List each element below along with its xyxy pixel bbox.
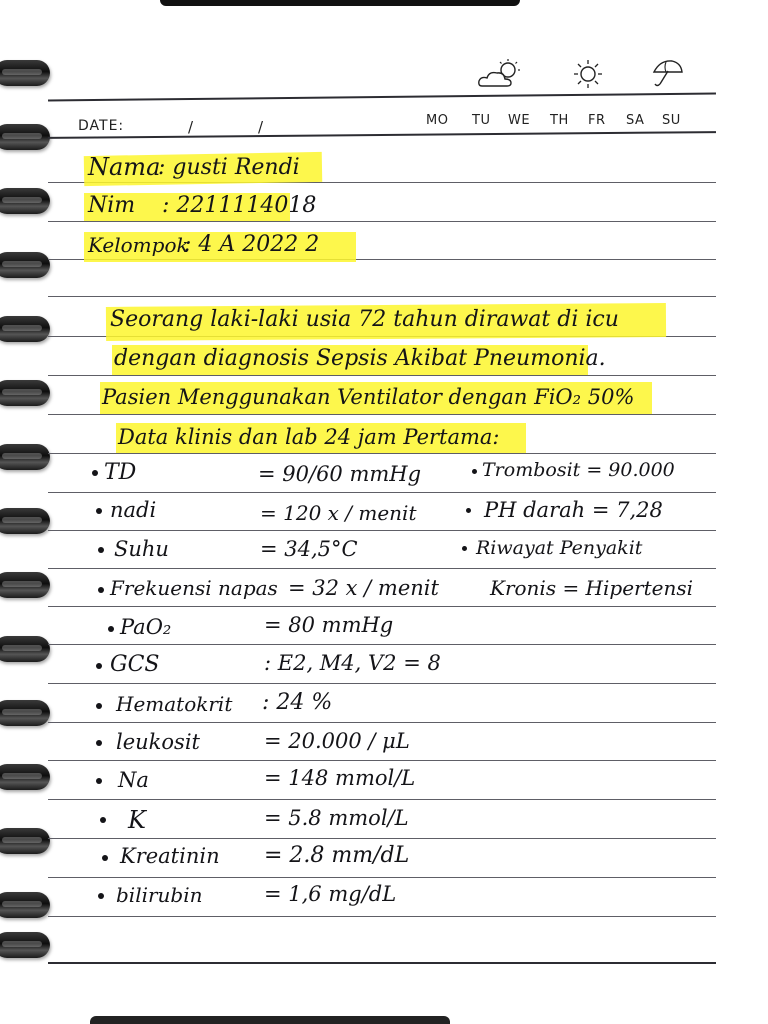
- case-line-2: dengan diagnosis Sepsis Akibat Pneumonia.: [114, 346, 606, 371]
- data-label-nadi: nadi: [110, 498, 157, 522]
- data-ph-darah: PH darah = 7,28: [484, 498, 663, 522]
- ruled-line: [48, 296, 716, 297]
- data-value-gcs: : E2, M4, V2 = 8: [264, 651, 441, 675]
- ruled-line: [48, 799, 716, 800]
- case-line-1: Seorang laki-laki usia 72 tahun dirawat di icu: [110, 307, 619, 332]
- bullet: [96, 663, 102, 669]
- umbrella-icon: [650, 58, 684, 95]
- data-label-na: Na: [118, 768, 149, 792]
- data-value-suhu: = 34,5°C: [260, 537, 358, 561]
- ruled-line: [48, 530, 716, 531]
- ruled-line: [48, 93, 716, 102]
- nama-value: : gusti Rendi: [158, 155, 300, 180]
- data-value-pao2: = 80 mmHg: [264, 613, 394, 637]
- data-label-suhu: Suhu: [114, 537, 169, 561]
- data-value-bilirubin: = 1,6 mg/dL: [264, 882, 397, 906]
- weekday-we: WE: [508, 113, 531, 128]
- spiral-ring: [0, 60, 50, 86]
- nama-label: Nama: [88, 153, 161, 181]
- ruled-line: [48, 962, 716, 964]
- data-value-hematokrit: : 24 %: [262, 690, 333, 715]
- data-label-frekuensi-napas: Frekuensi napas: [110, 576, 278, 600]
- cloud-sun-icon: [476, 58, 524, 97]
- spiral-ring: [0, 636, 50, 662]
- page-bottom-edge: [90, 1016, 450, 1024]
- spiral-ring: [0, 444, 50, 470]
- spiral-ring: [0, 764, 50, 790]
- ruled-line: [48, 568, 716, 569]
- bullet: [98, 587, 104, 593]
- bullet: [96, 740, 102, 746]
- sun-icon: [572, 58, 604, 97]
- ruled-line: [48, 683, 716, 684]
- weekday-su: SU: [662, 113, 681, 128]
- bullet: [96, 703, 102, 709]
- ruled-line: [48, 492, 716, 493]
- data-kronis: Kronis = Hipertensi: [490, 576, 694, 600]
- spiral-ring: [0, 188, 50, 214]
- data-value-leukosit: = 20.000 / μL: [264, 729, 410, 753]
- data-value-k: = 5.8 mmol/L: [264, 806, 409, 830]
- ruled-line: [48, 760, 716, 761]
- case-line-4: Data klinis dan lab 24 jam Pertama:: [118, 425, 500, 449]
- data-trombosit: Trombosit = 90.000: [482, 459, 675, 481]
- kelompok-value: : 4 A 2022 2: [184, 232, 320, 257]
- ruled-line: [48, 916, 716, 917]
- case-line-3: Pasien Menggunakan Ventilator dengan FiO₂ 50%: [102, 385, 635, 409]
- bullet: [102, 855, 108, 861]
- weekday-row: [426, 113, 692, 128]
- spiral-ring: [0, 316, 50, 342]
- bullet: [462, 546, 467, 551]
- spiral-ring: [0, 252, 50, 278]
- bullet: [92, 470, 98, 476]
- data-label-pao2: PaO₂: [120, 615, 172, 639]
- date-slash: /: [188, 118, 194, 136]
- kelompok-label: Kelompok: [88, 233, 189, 257]
- spiral-ring: [0, 508, 50, 534]
- data-value-kreatinin: = 2.8 mm/dL: [264, 843, 410, 868]
- data-riwayat-penyakit: Riwayat Penyakit: [476, 537, 643, 559]
- ruled-line: [48, 375, 716, 376]
- bullet: [108, 626, 114, 632]
- spiral-ring: [0, 828, 50, 854]
- bullet: [96, 778, 102, 784]
- spiral-ring: [0, 124, 50, 150]
- ruled-line: [48, 877, 716, 878]
- ruled-line: [48, 644, 716, 645]
- data-label-kreatinin: Kreatinin: [120, 844, 220, 868]
- weekday-sa: SA: [626, 113, 645, 128]
- spiral-ring: [0, 380, 50, 406]
- bullet: [472, 469, 477, 474]
- weekday-fr: FR: [588, 113, 606, 128]
- spiral-ring: [0, 932, 50, 958]
- spiral-binding: [0, 40, 52, 970]
- bullet: [96, 508, 102, 514]
- spiral-ring: [0, 700, 50, 726]
- data-label-leukosit: leukosit: [116, 730, 200, 754]
- data-label-td: TD: [104, 460, 137, 485]
- spiral-ring: [0, 572, 50, 598]
- data-value-nadi: = 120 x / menit: [260, 501, 417, 525]
- date-label: DATE:: [78, 118, 125, 134]
- bullet: [100, 817, 106, 823]
- bullet: [98, 547, 104, 553]
- page-top-edge: [160, 0, 520, 6]
- weekday-tu: TU: [472, 113, 491, 128]
- bullet: [466, 508, 471, 513]
- data-value-frekuensi-napas: = 32 x / menit: [288, 576, 439, 600]
- ruled-line: [48, 722, 716, 723]
- weekday-mo: MO: [426, 113, 449, 128]
- ruled-line: [48, 606, 716, 607]
- bullet: [98, 893, 104, 899]
- data-value-na: = 148 mmol/L: [264, 766, 416, 790]
- data-label-gcs: GCS: [110, 652, 160, 677]
- data-label-hematokrit: Hematokrit: [116, 692, 233, 716]
- ruled-line: [48, 453, 716, 454]
- ruled-line: [48, 131, 716, 139]
- ruled-line: [48, 414, 716, 415]
- ruled-line: [48, 221, 716, 222]
- weekday-th: TH: [550, 113, 569, 128]
- ruled-line: [48, 838, 716, 839]
- data-label-k: K: [128, 806, 146, 834]
- spiral-ring: [0, 892, 50, 918]
- nim-label: Nim: [88, 193, 136, 218]
- data-value-td: = 90/60 mmHg: [258, 462, 422, 486]
- date-slash: /: [258, 118, 264, 136]
- nim-value: : 2211114018: [162, 193, 317, 218]
- data-label-bilirubin: bilirubin: [116, 883, 203, 907]
